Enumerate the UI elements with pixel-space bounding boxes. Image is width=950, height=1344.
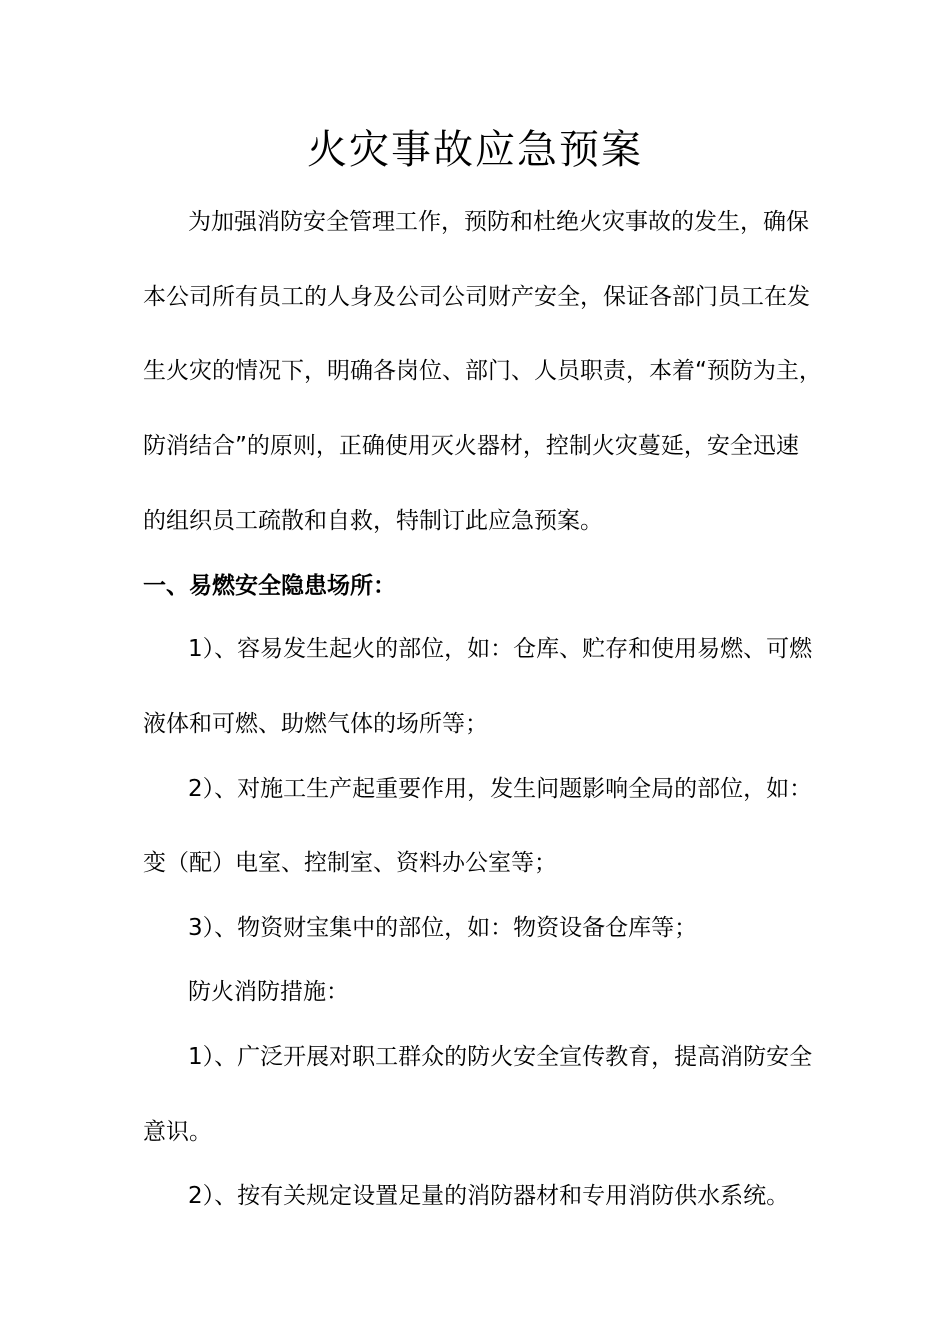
- paragraph-line: 1）、广泛开展对职工群众的防火安全宣传教育，提高消防安全: [188, 1044, 813, 1070]
- paragraph-line: 3）、物资财宝集中的部位，如：物资设备仓库等；: [188, 915, 698, 941]
- paragraph-line: 2）、按有关规定设置足量的消防器材和专用消防供水系统。: [188, 1183, 790, 1209]
- paragraph-line: 变（配）电室、控制室、资料办公室等；: [143, 850, 557, 876]
- paragraph-line: 1）、容易发生起火的部位，如：仓库、贮存和使用易燃、可燃: [188, 636, 813, 662]
- paragraph-line: 为加强消防安全管理工作，预防和杜绝火灾事故的发生，确保: [188, 209, 809, 235]
- paragraph-line: 2）、对施工生产起重要作用，发生问题影响全局的部位，如：: [188, 776, 813, 802]
- paragraph-line: 本公司所有员工的人身及公司公司财产安全，保证各部门员工在发: [143, 284, 810, 310]
- section-heading: 一、易燃安全隐患场所：: [143, 573, 396, 599]
- paragraph-line: 液体和可燃、助燃气体的场所等；: [143, 711, 488, 737]
- paragraph-line: 防消结合”的原则，正确使用灭火器材，控制火灾蔓延，安全迅速: [143, 433, 799, 459]
- paragraph-line: 生火灾的情况下，明确各岗位、部门、人员职责，本着“预防为主，: [143, 358, 822, 384]
- paragraph-line: 的组织员工疏散和自救，特制订此应急预案。: [143, 508, 603, 534]
- subheading-line: 防火消防措施：: [188, 979, 349, 1005]
- document-title: 火灾事故应急预案: [307, 127, 643, 173]
- paragraph-line: 意识。: [143, 1119, 212, 1145]
